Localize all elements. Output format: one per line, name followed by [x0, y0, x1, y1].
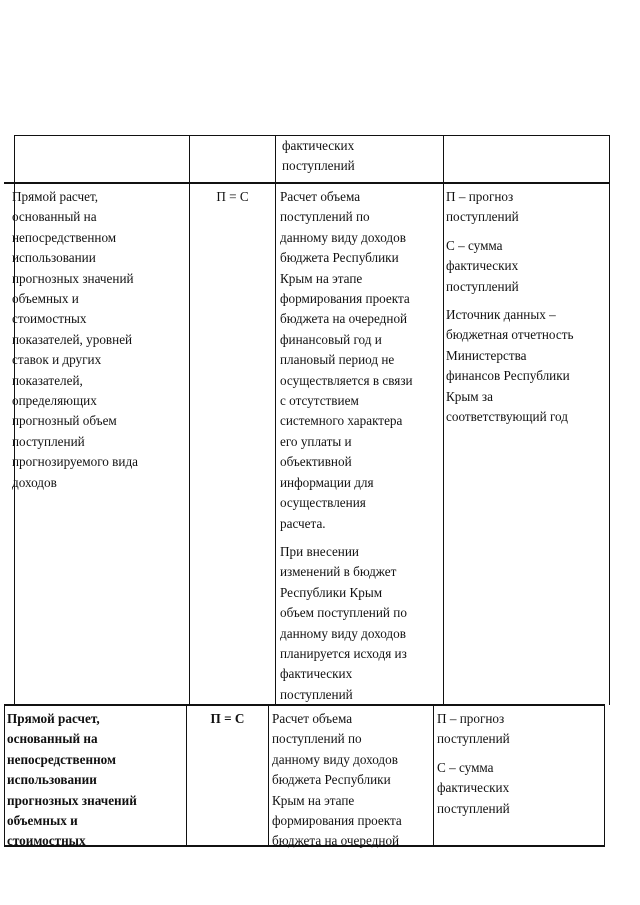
- row2-calc-cell: [272, 709, 434, 852]
- text-line: Республики Крым: [280, 584, 383, 600]
- col-line-2: [189, 135, 190, 705]
- text-line: поступлений по: [272, 731, 362, 747]
- col-line-3: [275, 135, 276, 705]
- col2-line-5: [604, 705, 605, 846]
- text-line: П – прогноз: [437, 711, 505, 726]
- text-line: бюджета Республики: [280, 250, 399, 266]
- row1-formula-cell: [190, 187, 275, 207]
- text-line: информации для: [280, 474, 374, 490]
- text-line: финансовый год и: [280, 331, 382, 347]
- text-line: При внесении: [280, 543, 359, 559]
- col-line-5: [609, 135, 610, 705]
- row2-method-cell: [7, 709, 185, 852]
- text-line: Министерства: [446, 347, 527, 363]
- text-line: поступлений: [282, 158, 355, 174]
- text-line: доходов: [12, 474, 57, 490]
- text-line: фактических: [282, 138, 355, 153]
- text-line: объективной: [280, 454, 352, 470]
- text-line: поступлений по: [280, 209, 370, 225]
- text-line: бюджета на очередной: [272, 833, 400, 849]
- text-line: основанный на: [12, 209, 97, 225]
- formula: П = С: [216, 189, 249, 204]
- text-line: С – сумма: [446, 237, 503, 253]
- text-line: определяющих: [12, 393, 97, 409]
- text-line: бюджетная отчетность: [446, 327, 574, 343]
- text-line: фактических: [446, 258, 519, 274]
- text-line: С – сумма: [437, 759, 494, 775]
- text-line: бюджета на очередной: [280, 311, 408, 327]
- text-line: основанный на: [7, 731, 98, 747]
- text-line: прогнозный объем: [12, 413, 117, 429]
- text-line: ставок и других: [12, 352, 102, 368]
- text-line: прогнозируемого вида: [12, 454, 139, 470]
- top-row-calc-cell: [282, 136, 355, 177]
- text-line: показателей, уровней: [12, 331, 133, 347]
- row1-method-cell: [12, 187, 188, 493]
- text-line: использовании: [12, 250, 96, 266]
- text-line: поступлений: [446, 209, 519, 225]
- text-line: поступлений: [280, 686, 353, 702]
- col2-line-3: [268, 705, 269, 846]
- text-line: П – прогноз: [446, 189, 514, 204]
- text-line: соответствующий год: [446, 409, 568, 425]
- text-line: данному виду доходов: [280, 229, 406, 245]
- row1-notes-cell: [446, 187, 608, 427]
- text-line: Крым на этапе: [272, 792, 355, 808]
- text-line: поступлений: [12, 433, 85, 449]
- text-line: данному виду доходов: [280, 625, 406, 641]
- text-line: финансов Республики: [446, 368, 570, 384]
- text-line: непосредственном: [7, 751, 117, 767]
- text-line: его уплаты и: [280, 433, 352, 449]
- text-line: Крым за: [446, 388, 493, 404]
- text-line: бюджета Республики: [272, 772, 391, 788]
- text-line: данному виду доходов: [272, 751, 398, 767]
- text-line: изменений в бюджет: [280, 564, 397, 580]
- text-line: поступлений: [446, 278, 519, 294]
- text-line: объемных и: [7, 813, 78, 829]
- text-line: стоимостных: [12, 311, 87, 327]
- text-line: поступлений: [437, 731, 510, 747]
- text-line: системного характера: [280, 413, 403, 429]
- text-line: осуществляется в связи: [280, 372, 413, 388]
- text-line: Прямой расчет,: [7, 711, 100, 726]
- text-line: непосредственном: [12, 229, 117, 245]
- text-line: фактических: [280, 666, 353, 682]
- text-line: объемных и: [12, 291, 79, 307]
- text-line: фактических: [437, 780, 510, 796]
- text-line: Прямой расчет,: [12, 189, 99, 204]
- text-line: поступлений: [437, 800, 510, 816]
- text-line: Источник данных –: [446, 307, 556, 323]
- text-line: формирования проекта: [280, 291, 410, 307]
- text-line: прогнозных значений: [7, 792, 137, 808]
- text-line: Крым на этапе: [280, 270, 363, 286]
- text-line: использовании: [7, 772, 97, 788]
- text-line: расчета.: [280, 515, 326, 531]
- text-line: прогнозных значений: [12, 270, 134, 286]
- text-line: плановый период не: [280, 352, 395, 368]
- text-line: показателей,: [12, 372, 83, 388]
- row-divider-1: [4, 182, 610, 184]
- formula: П = С: [210, 711, 245, 726]
- row2-formula-cell: [187, 709, 268, 729]
- col2-line-1: [4, 705, 5, 846]
- text-line: Расчет объема: [280, 189, 361, 204]
- row2-notes-cell: [437, 709, 602, 819]
- text-line: Расчет объема: [272, 711, 353, 726]
- row1-calc-cell: [280, 187, 445, 705]
- text-line: объем поступлений по: [280, 605, 407, 621]
- text-line: осуществления: [280, 495, 366, 511]
- text-line: с отсутствием: [280, 393, 359, 409]
- text-line: планируется исходя из: [280, 645, 407, 661]
- text-line: стоимостных: [7, 833, 86, 849]
- text-line: формирования проекта: [272, 813, 402, 829]
